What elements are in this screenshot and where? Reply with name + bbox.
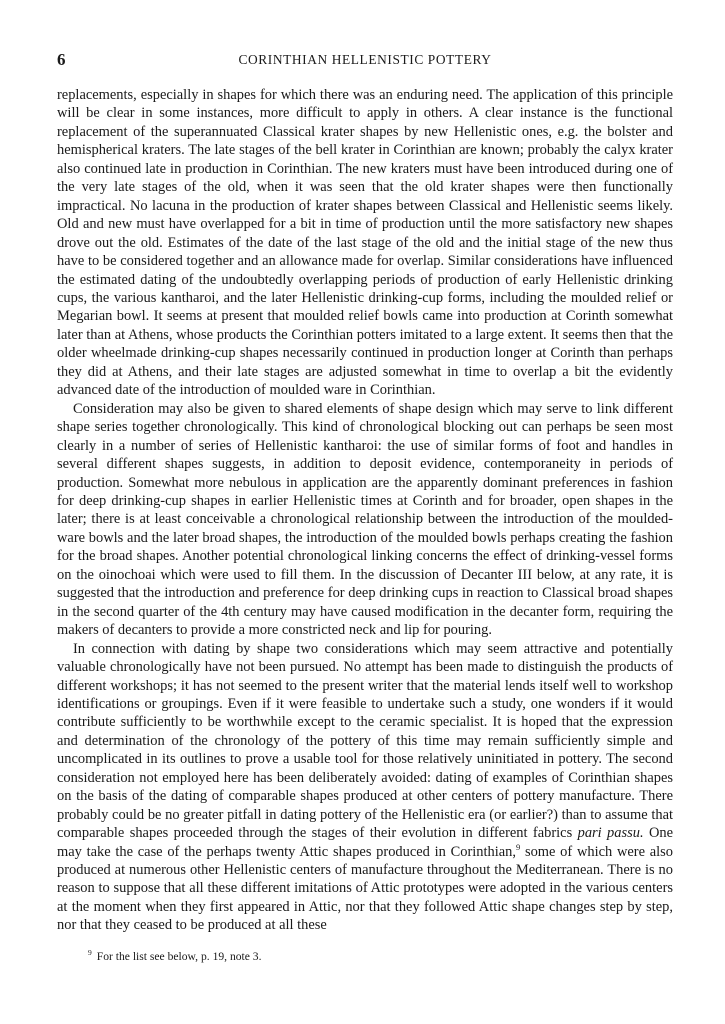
paragraph-3 [57,640,673,935]
footnote-text: For the list see below, p. 19, note 3. [96,950,262,963]
page [57,50,673,935]
body-text [57,86,673,935]
paragraph-3-part-2: One may take the case of the perhaps twenty Attic shapes produced in Corinthian, [57,825,674,860]
paragraph-3-italic: pari passu. [577,825,644,842]
running-head [57,50,673,72]
paragraph-3-part-1: In connection with dating by shape two considerations which may seem attractive and potentially valuable chronologically have not been pursued. No attempt has been made to distinguish the products of different workshops; it has not seemed to the present writer that the material lends itself well to workshop identifications or groupings. Even if it were feasible to undertake such a study, one wonders if it would contribute sufficiently to be worthwhile except to the ceramic specialist. It is hoped that the expression and determination of the chronology of the pottery of this time may remain sufficiently simple and uncomplicated in its outlines to prove a usable tool for those relatively uninitiated in pottery. The second consideration not employed here has been deliberately avoided: dating of examples of Corinthian shapes on the basis of the dating of comparable shapes produced at other centers of pottery manufacture. There probably could be no greater pitfall in dating pottery of the Hellenistic era (or earlier?) than to assume that comparable shapes proceeded through the stages of their evolution in different fabrics [57,640,673,842]
paragraph-1: replacements, especially in shapes for which there was an enduring need. The application of this principle will be clear in some instances, more difficult to apply in others. A clear instance is the functional replacement of the superannuated Classical krater shapes by new Hellenistic ones, e.g. the bolster and hemispherical kraters. The late stages of the bell krater in Corinthian are known; probably the calyx krater also continued late in production in Corinthian. The new kraters must have been introduced during one of the very late stages of the old, when it was seen that the old krater shapes were then functionally impractical. No lacuna in the production of krater shapes between Classical and Hellenistic seems likely. Old and new must have overlapped for a bit in time of production until the more satisfactory new shapes drove out the old. Estimates of the date of the last stage of the old and the initial stage of the new thus have to be considered together and an allowance made for overlap. Similar considerations have influenced the estimated dating of the undoubtedly overlapping periods of production of early Hellenistic drinking cups, the various kantharoi, and the later Hellenistic drinking-cup forms, including the moulded relief or Megarian bowl. It seems at present that moulded relief bowls came into production at Corinth somewhat later than at Athens, whose products the Corinthian potters imitated to a large extent. It seems then that the older wheelmade drinking-cup shapes necessarily continued in production longer at Corinth than perhaps they did at Athens, and their late stages are adjusted somewhat in time to overlap a bit the evidently advanced date of the introduction of moulded ware in Corinthian. [57,87,673,399]
running-title: CORINTHIAN HELLENISTIC POTTERY [238,52,492,67]
paragraph-2: Consideration may also be given to shared elements of shape design which may serve to link different shape series together chronologically. This kind of chronological blocking out can perhaps be seen most clearly in a number of series of Hellenistic kantharoi: the use of similar forms of foot and handles in several different shapes suggests, in addition to deposit evidence, contemporaneity in periods of production. Somewhat more nebulous in application are the apparently dominant preferences in fashion for deep drinking-cup shapes in earlier Hellenistic times at Corinth and for broader, open shapes in the later; there is at least conceivable a chronological relationship between the introduction of the moulded-ware bowls and the later broad shapes, the introduction of the moulded bowls perhaps creating the fashion for the broad shapes. Another potential chronological linking concerns the effect of drinking-vessel forms on the oinochoai which were used to fill them. In the discussion of Decanter III below, at any rate, it is suggested that the introduction and preference for deep drinking cups in reaction to Classical broad shapes in the second quarter of the 4th century may have caused modification in the decanter form, requiring the makers of decanters to provide a more constricted neck and lip for pouring. [57,400,673,639]
paragraph-3-part-3: some of which were also produced at numerous other Hellenistic centers of manufacture throughout the Mediterranean. There is no reason to suppose that all these different imitations of Attic prototypes were adopted in the various centers at the moment when they first appeared in Attic, nor that they followed Attic shape changes step by step, nor that they ceased to be produced at all these [57,843,674,934]
footnote [88,950,262,964]
footnote-reference: 9 [515,841,521,852]
page-number: 6 [57,50,66,69]
footnote-mark: 9 [88,948,92,958]
